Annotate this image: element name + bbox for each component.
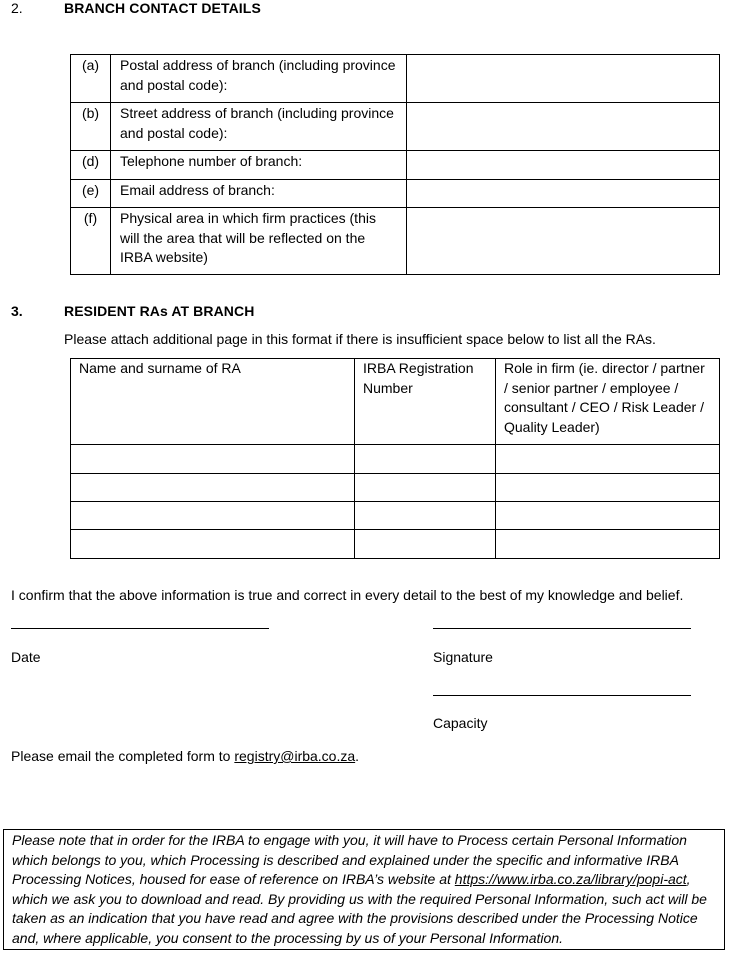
telephone-field[interactable] [407, 151, 720, 180]
section-3-title: RESIDENT RAs AT BRANCH [64, 303, 255, 319]
email-label: Email address of branch: [111, 180, 407, 208]
row-letter: (b) [71, 103, 111, 151]
email-instruction-prefix: Please email the completed form to [11, 748, 235, 764]
email-instruction-suffix: . [355, 748, 360, 764]
table-row [71, 530, 720, 559]
capacity-label: Capacity [433, 715, 488, 731]
popi-act-link[interactable]: https://www.irba.co.za/library/popi-act [454, 871, 687, 887]
row-letter: (f) [71, 208, 111, 275]
physical-area-field[interactable] [407, 208, 720, 275]
role-column-header: Role in firm (ie. director / partner / senior partner / employee / consultant / CEO / Risk Leader / Quality Leader) [496, 359, 720, 445]
resident-ras-table [70, 358, 720, 559]
capacity-line[interactable] [433, 695, 691, 696]
postal-address-label: Postal address of branch (including province and postal code): [111, 55, 407, 103]
name-cell[interactable] [71, 474, 355, 502]
table-row [71, 180, 720, 208]
privacy-notice-text-2: , which we ask you to download and read. By providing us with the required Personal Information, such act will be taken as an indication that you have read and agree with the provisions described under the Processing Notice and, where applicable, you consent to the processing by us of your Personal Information. [12, 871, 707, 946]
email-field[interactable] [407, 180, 720, 208]
name-column-header: Name and surname of RA [71, 359, 355, 445]
street-address-field[interactable] [407, 103, 720, 151]
name-cell[interactable] [71, 502, 355, 530]
role-cell[interactable] [496, 502, 720, 530]
row-letter: (e) [71, 180, 111, 208]
section-2-number: 2. [11, 0, 23, 16]
table-row [71, 445, 720, 474]
row-letter: (d) [71, 151, 111, 180]
role-cell[interactable] [496, 445, 720, 474]
privacy-notice [3, 829, 725, 950]
section-3-instruction: Please attach additional page in this format if there is insufficient space below to list all the RAs. [64, 331, 656, 347]
privacy-notice-text-1: Please note that in order for the IRBA to engage with you, it will have to Process certain Personal Information which belongs to you, which Processing is described and explained under the specific and informative IRBA Processing Notices, housed for ease of reference on IRBA’s website at [12, 832, 687, 887]
table-row [71, 103, 720, 151]
signature-line[interactable] [433, 628, 691, 629]
table-row [71, 151, 720, 180]
physical-area-label: Physical area in which firm practices (this will the area that will be reflected on the IRBA website) [111, 208, 407, 275]
telephone-label: Telephone number of branch: [111, 151, 407, 180]
registration-cell[interactable] [355, 502, 496, 530]
name-cell[interactable] [71, 530, 355, 559]
role-cell[interactable] [496, 474, 720, 502]
section-3-number: 3. [11, 303, 23, 319]
table-row [71, 502, 720, 530]
registry-email-link[interactable]: registry@irba.co.za [234, 748, 356, 764]
table-row [71, 474, 720, 502]
signature-label: Signature [433, 649, 493, 665]
table-header-row [71, 359, 720, 445]
confirmation-statement: I confirm that the above information is true and correct in every detail to the best of my knowledge and belief. [11, 587, 684, 603]
branch-contact-table [70, 54, 720, 275]
registration-cell[interactable] [355, 474, 496, 502]
role-cell[interactable] [496, 530, 720, 559]
registration-cell[interactable] [355, 445, 496, 474]
postal-address-field[interactable] [407, 55, 720, 103]
section-2-title: BRANCH CONTACT DETAILS [64, 0, 261, 16]
date-line[interactable] [11, 628, 269, 629]
date-label: Date [11, 649, 41, 665]
email-instruction [11, 748, 359, 764]
registration-cell[interactable] [355, 530, 496, 559]
registration-column-header: IRBA Registration Number [355, 359, 496, 445]
street-address-label: Street address of branch (including province and postal code): [111, 103, 407, 151]
name-cell[interactable] [71, 445, 355, 474]
table-row [71, 55, 720, 103]
table-row [71, 208, 720, 275]
row-letter: (a) [71, 55, 111, 103]
